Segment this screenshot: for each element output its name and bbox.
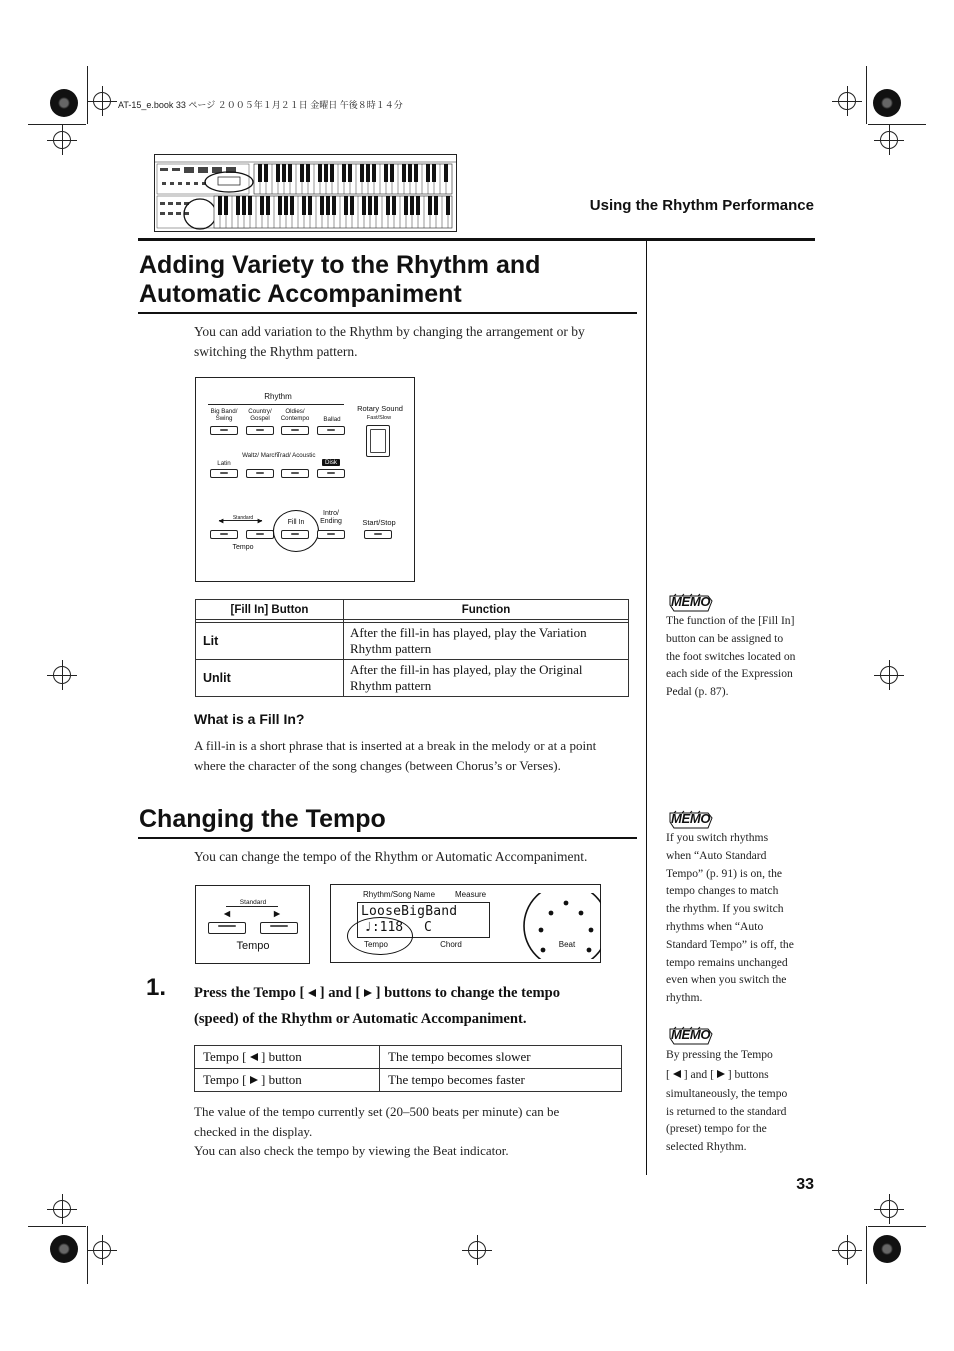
intro-ending-button[interactable] bbox=[317, 530, 345, 539]
lcd-chord-value: C bbox=[424, 920, 432, 935]
table-cell: Unlit bbox=[196, 660, 344, 697]
standard-label: Standard bbox=[232, 515, 254, 521]
registration-mark bbox=[53, 1200, 71, 1218]
registration-dot bbox=[873, 1235, 901, 1263]
latin-label: Latin bbox=[217, 460, 231, 467]
memo-auto-standard-tempo: If you switch rhythms when “Auto Standard Tempo” (p. 91) is on, the tempo changes to match the rhythm. If you switch rhythms when “Auto Standard Tempo” is off, the tempo remains unchanged even when you switch the rhythm. bbox=[666, 831, 794, 1005]
page-number: 33 bbox=[796, 1176, 814, 1193]
right-arrow-icon bbox=[717, 1070, 725, 1078]
ballad-button[interactable] bbox=[317, 426, 345, 435]
rotary-sound-label: Rotary Sound bbox=[357, 404, 403, 413]
beat-indicator bbox=[521, 893, 601, 959]
fill-in-table bbox=[195, 599, 629, 697]
registration-dot bbox=[873, 89, 901, 117]
rhythm-song-name-label: Rhythm/Song Name bbox=[363, 890, 436, 899]
memo-icon: MEMO bbox=[671, 594, 711, 609]
table-row bbox=[195, 1069, 622, 1092]
tempo-up-button[interactable] bbox=[246, 530, 274, 539]
tempo-label: Tempo bbox=[236, 940, 270, 952]
rhythm-label: Rhythm bbox=[264, 392, 292, 401]
registration-dot bbox=[50, 89, 78, 117]
rhythm-panel-illustration bbox=[195, 377, 415, 582]
organ-illustration bbox=[154, 154, 458, 232]
tempo-highlight-circle bbox=[347, 917, 413, 955]
rhythm-rule bbox=[208, 404, 344, 405]
rotary-sound-button[interactable] bbox=[366, 425, 390, 457]
chord-display-label: Chord bbox=[440, 940, 462, 949]
table-cell: After the fill-in has played, play the Variation Rhythm pattern bbox=[344, 623, 629, 660]
section2-intro: You can change the tempo of the Rhythm or Automatic Accompaniment. bbox=[194, 849, 588, 864]
table-row bbox=[196, 623, 629, 660]
big-band-swing-label: Big Band/ Swing bbox=[210, 408, 238, 422]
trad-acoustic-button[interactable] bbox=[281, 469, 309, 478]
memo-icon: MEMO bbox=[671, 811, 711, 826]
section-rule bbox=[138, 837, 637, 839]
crop-line bbox=[868, 124, 926, 125]
standard-label: Standard bbox=[239, 899, 267, 906]
header-rule bbox=[138, 238, 815, 241]
crop-line bbox=[28, 1226, 86, 1227]
crop-line bbox=[87, 1226, 88, 1284]
tempo-up-arrow-icon bbox=[274, 911, 280, 917]
what-is-fill-in-heading: What is a Fill In? bbox=[194, 711, 305, 727]
start-stop-button[interactable] bbox=[364, 530, 392, 539]
left-arrow-icon bbox=[250, 1053, 258, 1061]
table-row bbox=[196, 660, 629, 697]
table-cell: The tempo becomes slower bbox=[380, 1046, 622, 1069]
tempo-down-button[interactable] bbox=[208, 922, 246, 934]
crop-line bbox=[87, 66, 88, 124]
table-cell: After the fill-in has played, play the Original Rhythm pattern bbox=[344, 660, 629, 697]
crop-line bbox=[866, 66, 867, 124]
registration-mark bbox=[53, 131, 71, 149]
big-band-swing-button[interactable] bbox=[210, 426, 238, 435]
measure-label: Measure bbox=[455, 890, 487, 899]
tempo-explanation: The value of the tempo currently set (20–500 beats per minute) can be checked in the display. You can also check the tempo by viewing the Beat indicator. bbox=[194, 1104, 560, 1158]
table-cell: The tempo becomes faster bbox=[380, 1069, 622, 1092]
registration-mark bbox=[93, 1241, 111, 1259]
tempo-panel-illustration bbox=[195, 885, 310, 964]
waltz-march-label: Waltz/ March bbox=[242, 452, 278, 459]
crop-line bbox=[868, 1226, 926, 1227]
registration-mark bbox=[468, 1241, 486, 1259]
registration-mark bbox=[880, 1200, 898, 1218]
tempo-display-label: Tempo bbox=[363, 940, 388, 949]
table-header-row bbox=[196, 600, 629, 620]
left-arrow-icon bbox=[308, 989, 316, 997]
latin-button[interactable] bbox=[210, 469, 238, 478]
registration-mark bbox=[93, 92, 111, 110]
section-title-changing-tempo: Changing the Tempo bbox=[139, 805, 386, 833]
table-header: [Fill In] Button bbox=[196, 600, 344, 620]
what-is-fill-in-text: A fill-in is a short phrase that is inserted at a break in the melody or at a point where the character of the song changes (between Chorus’s or Verses). bbox=[194, 738, 597, 773]
disk-label: Disk bbox=[322, 459, 340, 466]
lcd-tempo-value: ♩:118 bbox=[364, 920, 404, 935]
crop-line bbox=[866, 1226, 867, 1284]
oldies-contempo-button[interactable] bbox=[281, 426, 309, 435]
lcd-rhythm-name: LooseBigBand bbox=[361, 904, 458, 919]
start-stop-label: Start/Stop bbox=[362, 518, 396, 527]
right-arrow-icon bbox=[364, 989, 372, 997]
fast-slow-label: Fast/Slow bbox=[366, 415, 392, 421]
left-arrow-icon bbox=[673, 1070, 681, 1078]
display-panel-illustration bbox=[330, 884, 601, 963]
fill-in-label: Fill In bbox=[287, 519, 305, 526]
step1-instruction: Press the Tempo [ ] and [ ] buttons to change the tempo (speed) of the Rhythm or Automatic Accompaniment. bbox=[194, 985, 561, 1027]
waltz-march-button[interactable] bbox=[246, 469, 274, 478]
tempo-up-arrow-icon bbox=[258, 519, 263, 524]
table-cell: Tempo [ ] button bbox=[195, 1046, 380, 1069]
disk-button[interactable] bbox=[317, 469, 345, 478]
fill-in-button[interactable] bbox=[281, 530, 309, 539]
ballad-label: Ballad bbox=[323, 416, 341, 423]
section-title-adding-variety: Adding Variety to the Rhythm and Automatic Accompaniment bbox=[139, 251, 541, 308]
registration-mark bbox=[880, 666, 898, 684]
standard-bracket bbox=[219, 520, 262, 527]
table-cell: Tempo [ ] button bbox=[195, 1069, 380, 1092]
oldies-contempo-label: Oldies/ Contempo bbox=[280, 408, 310, 422]
table-header: Function bbox=[344, 600, 629, 620]
column-divider bbox=[646, 241, 647, 1175]
section-rule bbox=[138, 312, 637, 314]
beat-label: Beat bbox=[558, 940, 576, 949]
country-gospel-label: Country/ Gospel bbox=[248, 408, 272, 422]
table-cell: Lit bbox=[196, 623, 344, 660]
tempo-up-button[interactable] bbox=[260, 922, 298, 934]
running-head: Using the Rhythm Performance bbox=[589, 197, 814, 214]
tempo-button-table bbox=[194, 1045, 622, 1092]
intro-ending-label: Intro/ Ending bbox=[320, 510, 342, 525]
memo-icon: MEMO bbox=[671, 1027, 711, 1042]
table-row bbox=[195, 1046, 622, 1069]
memo-fill-in-footswitch: The function of the [Fill In] button can be assigned to the foot switches located on each side of the Expression Pedal (p. 87). bbox=[666, 614, 796, 699]
tempo-down-arrow-icon bbox=[219, 519, 224, 524]
section1-intro: You can add variation to the Rhythm by changing the arrangement or by switching the Rhythm pattern. bbox=[194, 324, 585, 359]
right-arrow-icon bbox=[250, 1076, 258, 1084]
registration-mark bbox=[838, 92, 856, 110]
step-number: 1. bbox=[146, 974, 167, 1001]
standard-bracket bbox=[226, 906, 278, 913]
registration-mark bbox=[838, 1241, 856, 1259]
trad-acoustic-label: Trad/ Acoustic bbox=[276, 452, 316, 459]
tempo-down-button[interactable] bbox=[210, 530, 238, 539]
memo-reset-tempo: By pressing the Tempo [ ] and [ ] buttons simultaneously, the tempo is returned to the standard (preset) tempo for the selected Rhythm. bbox=[666, 1048, 788, 1154]
country-gospel-button[interactable] bbox=[246, 426, 274, 435]
tempo-label: Tempo bbox=[232, 544, 254, 551]
print-header: AT-15_e.book 33 ページ ２００５年１月２１日 金曜日 午後８時１４分 bbox=[118, 100, 403, 110]
registration-mark bbox=[880, 131, 898, 149]
registration-mark bbox=[53, 666, 71, 684]
registration-dot bbox=[50, 1235, 78, 1263]
crop-line bbox=[28, 124, 86, 125]
tempo-down-arrow-icon bbox=[224, 911, 230, 917]
